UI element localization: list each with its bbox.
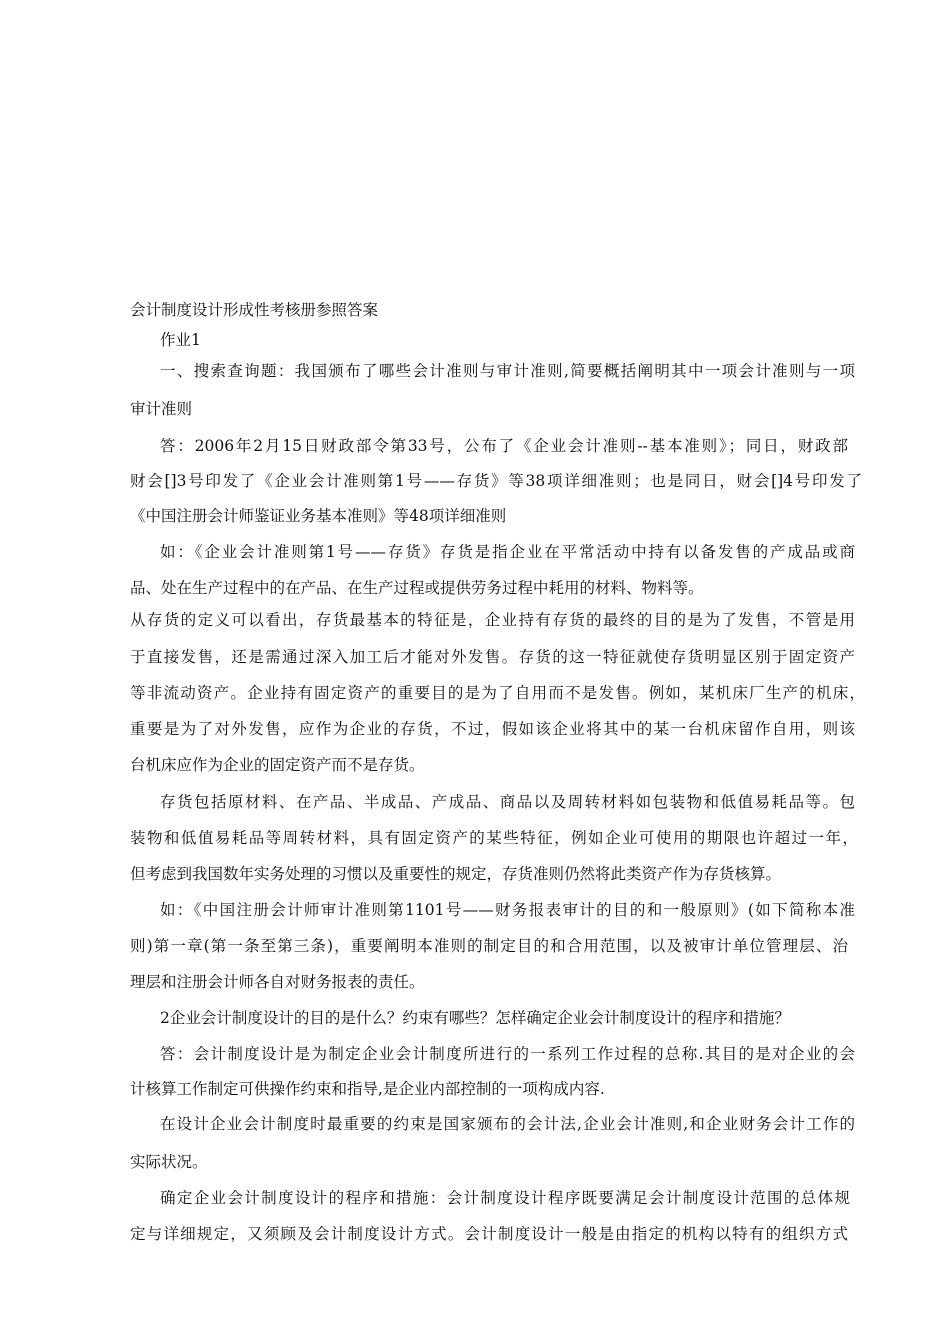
answer-1-line-1: 答：2006年2月15日财政部令第33号，公布了《企业会计准则--基本准则》；同日，财政部 bbox=[160, 437, 848, 455]
example-1-line-2: 品、处在生产过程中的在产品、在生产过程或提供劳务过程中耗用的材料、物料等。 bbox=[130, 579, 704, 597]
answer-2-line-1: 答：会计制度设计是为制定企业会计制度所进行的一系列工作过程的总称.其目的是对企业的会 bbox=[160, 1045, 855, 1063]
paragraph-4-line-2: 定与详细规定，又须顾及会计制度设计方式。会计制度设计一般是由指定的机构以特有的组织方式 bbox=[130, 1225, 848, 1243]
question-1-line-2: 审计准则 bbox=[130, 400, 193, 418]
paragraph-3-line-1: 在设计企业会计制度时最重要的约束是国家颁布的会计法,企业会计准则,和企业财务会计工作的 bbox=[160, 1115, 855, 1133]
paragraph-2-line-2: 装物和低值易耗品等周转材料，具有固定资产的某些特征，例如企业可使用的期限也许超过一年， bbox=[130, 829, 858, 847]
question-1-line-1: 一、搜索查询题：我国颁布了哪些会计准则与审计准则,简要概括阐明其中一项会计准则与一项 bbox=[160, 362, 855, 380]
paragraph-1-line-2: 于直接发售，还是需通过深入加工后才能对外发售。存货的这一特征就使存货明显区别于固定资产 bbox=[130, 648, 855, 666]
answer-2-line-2: 计核算工作制定可供操作约束和指导,是企业内部控制的一项构成内容. bbox=[130, 1080, 605, 1098]
assignment-heading: 作业1 bbox=[160, 331, 201, 349]
example-2-line-1: 如：《中国注册会计师审计准则第1101号——财务报表审计的目的和一般原则》(如下简称本准 bbox=[160, 901, 855, 919]
paragraph-1-line-5: 台机床应作为企业的固定资产而不是存货。 bbox=[130, 756, 425, 774]
paragraph-1-line-4: 重要是为了对外发售，应作为企业的存货，不过，假如该企业将其中的某一台机床留作自用，则该 bbox=[130, 720, 855, 738]
document-title: 会计制度设计形成性考核册参照答案 bbox=[130, 301, 379, 319]
example-2-line-2: 则)第一章(第一条至第三条)，重要阐明本准则的制定目的和合用范围，以及被审计单位管理层、治 bbox=[130, 937, 848, 955]
example-2-line-3: 理层和注册会计师各自对财务报表的责任。 bbox=[130, 973, 425, 991]
paragraph-3-line-2: 实际状况。 bbox=[130, 1153, 208, 1171]
answer-1-line-3: 《中国注册会计师鉴证业务基本准则》等48项详细准则 bbox=[130, 507, 507, 525]
paragraph-2-line-1: 存货包括原材料、在产品、半成品、产成品、商品以及周转材料如包装物和低值易耗品等。包 bbox=[160, 793, 855, 811]
question-2: 2企业会计制度设计的目的是什么？约束有哪些？怎样确定企业会计制度设计的程序和措施？ bbox=[160, 1009, 790, 1027]
answer-1-line-2: 财会[]3号印发了《企业会计准则第1号——存货》等38项详细准则；也是同日，财会[]4号印发了 bbox=[130, 472, 862, 490]
paragraph-1-line-3: 等非流动资产。企业持有固定资产的重要目的是为了自用而不是发售。例如，某机床厂生产的机床， bbox=[130, 684, 865, 702]
paragraph-4-line-1: 确定企业会计制度设计的程序和措施：会计制度设计程序既要满足会计制度设计范围的总体规 bbox=[160, 1189, 850, 1207]
example-1-line-1: 如：《企业会计准则第1号——存货》存货是指企业在平常活动中持有以备发售的产成品或商 bbox=[160, 543, 855, 561]
paragraph-2-line-3: 但考虑到我国数年实务处理的习惯以及重要性的规定，存货准则仍然将此类资产作为存货核算。 bbox=[130, 865, 782, 883]
paragraph-1-line-1: 从存货的定义可以看出，存货最基本的特征是，企业持有存货的最终的目的是为了发售，不管是用 bbox=[130, 611, 855, 629]
